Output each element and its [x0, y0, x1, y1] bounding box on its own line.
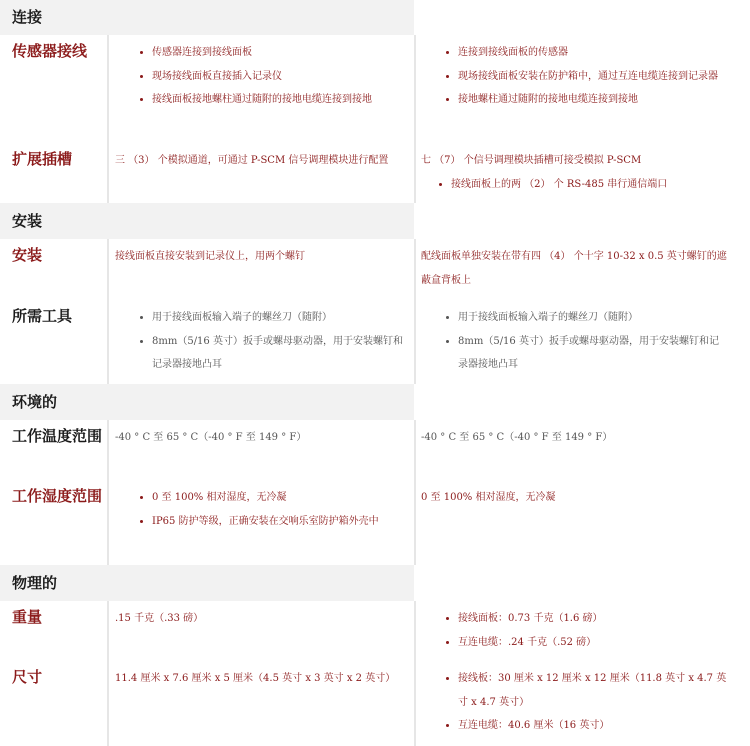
column-divider [414, 601, 416, 746]
list-item: • IP65 防护等级，正确安装在交响乐室防护箱外壳中 [152, 510, 407, 534]
list-item: • 现场接线面板直接插入记录仪 [152, 65, 407, 89]
mount-left-cell [115, 245, 407, 269]
size-right-cell [428, 667, 728, 738]
list-item: • 传感器连接到接线面板 [152, 41, 407, 65]
section-header-physical: 物理的 [0, 565, 414, 601]
section-header-connect: 连接 [0, 0, 414, 35]
row-label-expansion-slots: 扩展插槽 [12, 150, 73, 168]
section-header-environment: 环境的 [0, 384, 414, 420]
temp-right-text: -40 ° C 至 65 ° C（-40 ° F 至 149 ° F） [421, 432, 613, 443]
list-item: • 8mm（5/16 英寸）扳手或螺母驱动器，用于安装螺钉和记录器接地凸耳 [152, 330, 407, 377]
wiring-right-cell [428, 41, 728, 112]
row-label-tools-required: 所需工具 [12, 307, 73, 325]
row-label-mounting: 安装 [12, 246, 43, 264]
row-label-weight: 重量 [12, 608, 43, 626]
list-item: • 现场接线面板安装在防护箱中，通过互连电缆连接到记录器 [458, 65, 728, 89]
expansion-left-cell [115, 149, 407, 173]
row-label-operating-temperature: 工作温度范围 [12, 427, 103, 445]
tools-left-cell [122, 306, 407, 377]
column-divider [107, 420, 109, 565]
list-item: • 用于接线面板输入端子的螺丝刀（随附） [152, 306, 407, 330]
size-left-text: 11.4 厘米 x 7.6 厘米 x 5 厘米（4.5 英寸 x 3 英寸 x 2 英寸） [115, 673, 396, 684]
weight-right-cell [428, 607, 728, 654]
humidity-right-text: 0 至 100% 相对湿度，无冷凝 [421, 492, 556, 503]
expansion-right-text: 七 （7） 个信号调理模块插槽可接受模拟 P-SCM [421, 155, 642, 166]
list-item: • 接线面板接地螺柱通过随附的接地电缆连接到接地 [152, 88, 407, 112]
column-divider [414, 35, 416, 203]
list-item: • 接线面板：0.73 千克（1.6 磅） [458, 607, 728, 631]
humidity-left-cell [122, 486, 407, 533]
tools-right-cell [428, 306, 728, 377]
column-divider [107, 239, 109, 384]
size-left-cell [115, 667, 407, 691]
list-item: • 0 至 100% 相对湿度，无冷凝 [152, 486, 407, 510]
list-item: • 接地螺柱通过随附的接地电缆连接到接地 [458, 88, 728, 112]
temp-left-text: -40 ° C 至 65 ° C（-40 ° F 至 149 ° F） [115, 432, 307, 443]
column-divider [107, 601, 109, 746]
column-divider [107, 35, 109, 203]
expansion-right-cell [421, 149, 727, 196]
row-label-size: 尺寸 [12, 668, 43, 686]
row-label-sensor-wiring: 传感器接线 [12, 42, 88, 60]
list-item: • 8mm（5/16 英寸）扳手或螺母驱动器，用于安装螺钉和记录器接地凸耳 [458, 330, 728, 377]
mount-right-cell [421, 245, 727, 292]
column-divider [414, 239, 416, 384]
temp-left-cell [115, 426, 407, 450]
list-item: • 接线面板上的两 （2） 个 RS-485 串行通信端口 [451, 173, 727, 197]
humidity-right-cell [421, 486, 727, 510]
list-item: • 接线板：30 厘米 x 12 厘米 x 12 厘米（11.8 英寸 x 4.7 英寸 x 4.7 英寸） [458, 667, 728, 714]
weight-left-text: .15 千克（.33 磅） [115, 613, 204, 624]
column-divider [414, 420, 416, 565]
row-label-operating-humidity: 工作湿度范围 [12, 487, 103, 505]
section-header-install: 安装 [0, 203, 414, 239]
weight-left-cell [115, 607, 407, 631]
list-item: • 互连电缆：.24 千克（.52 磅） [458, 631, 728, 655]
mount-right-text: 配线面板单独安装在带有四 （4） 个十字 10-32 x 0.5 英寸螺钉的遮蔽盒背板上 [421, 251, 727, 286]
expansion-left-text: 三 （3） 个模拟通道，可通过 P-SCM 信号调理模块进行配置 [115, 155, 389, 166]
wiring-left-cell [122, 41, 407, 112]
list-item: • 用于接线面板输入端子的螺丝刀（随附） [458, 306, 728, 330]
list-item: • 连接到接线面板的传感器 [458, 41, 728, 65]
list-item: • 互连电缆：40.6 厘米（16 英寸） [458, 714, 728, 738]
mount-left-text: 接线面板直接安装到记录仪上，用两个螺钉 [115, 251, 305, 262]
temp-right-cell [421, 426, 727, 450]
